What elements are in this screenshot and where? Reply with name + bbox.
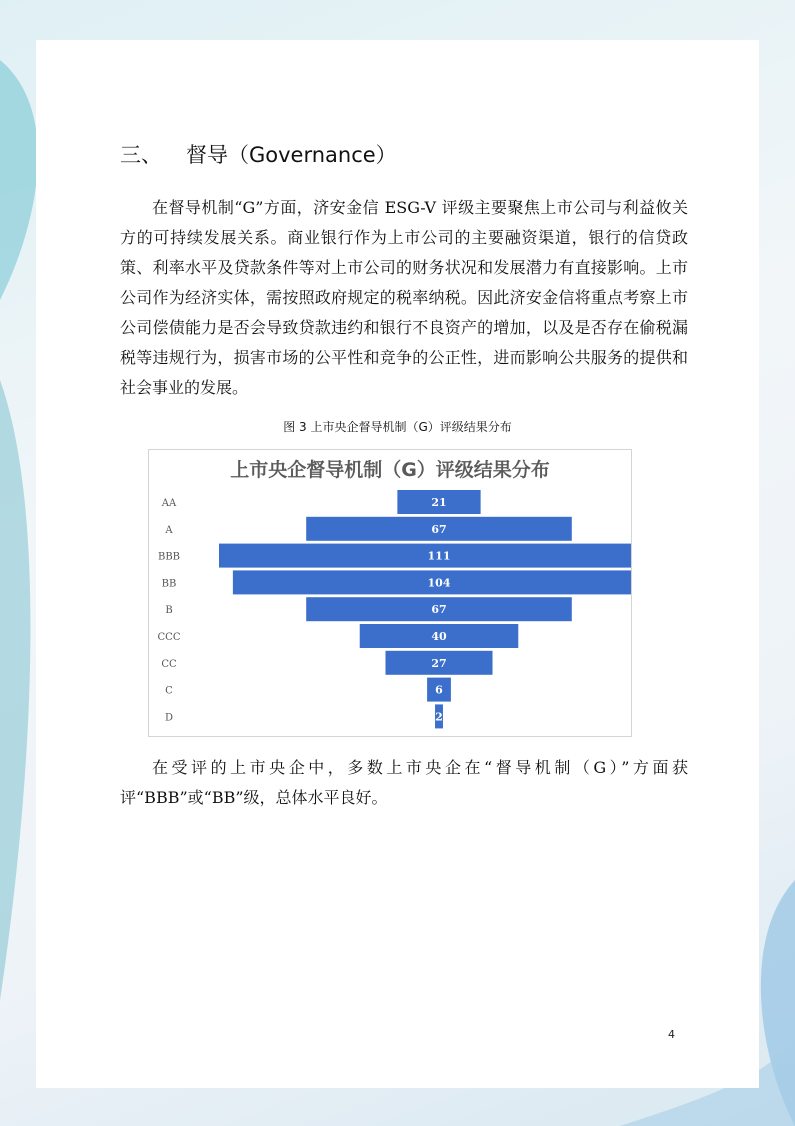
bar-value-label: 27 xyxy=(431,656,447,670)
category-label: D xyxy=(164,712,174,724)
bar-value-label: 104 xyxy=(427,576,451,590)
category-label: AA xyxy=(161,498,177,509)
chart-canvas xyxy=(149,450,631,736)
bar-bbb xyxy=(219,544,631,568)
category-label: CCC xyxy=(157,632,181,643)
body-paragraph-conclusion: 在受评的上市央企中，多数上市央企在“督导机制（G）”方面获评“BBB”或“BB”级，总体水平良好。 xyxy=(120,758,688,807)
category-label: B xyxy=(165,605,173,617)
rating-distribution-chart xyxy=(148,449,632,737)
bar-value-label: 67 xyxy=(431,603,447,617)
bar-value-label: 111 xyxy=(427,549,451,563)
bar-value-label: 6 xyxy=(435,683,443,697)
chart-title: 上市央企督导机制（G）评级结果分布 xyxy=(230,459,550,481)
body-paragraph-governance: 在督导机制“G”方面，济安金信 ESG-V 评级主要聚焦上市公司与利益攸关方的可持续发展关系。商业银行作为上市公司的主要融资渠道，银行的信贷政策、利率水平及贷款条件等对上市公司的财务状况和发展潜力有直接影响。上市公司作为经济实体，需按照政府规定的税率纳税。因此济安金信将重点考察上市公司偿债能力是否会导致贷款违约和银行不良资产的增加，以及是否存在偷税漏税等违规行为，损害市场的公平性和竞争的公正性，进而影响公共服务的提供和社会事业的发展。 xyxy=(120,198,688,397)
category-label: BBB xyxy=(157,551,181,563)
category-label: BB xyxy=(161,578,177,590)
category-label: C xyxy=(165,685,173,697)
page-number: 4 xyxy=(668,1028,675,1041)
bar-value-label: 2 xyxy=(435,710,443,724)
bar-value-label: 40 xyxy=(431,630,447,643)
figure-caption: 图 3 上市央企督导机制（G）评级结果分布 xyxy=(283,420,512,434)
section-number: 三、 xyxy=(120,143,162,167)
document-page xyxy=(36,40,759,1088)
category-label: CC xyxy=(161,658,177,670)
bar-value-label: 67 xyxy=(431,522,447,536)
section-heading xyxy=(120,139,397,169)
category-label: A xyxy=(165,524,173,536)
section-title: 督导（Governance） xyxy=(186,143,397,167)
bar-value-label: 21 xyxy=(431,496,447,509)
